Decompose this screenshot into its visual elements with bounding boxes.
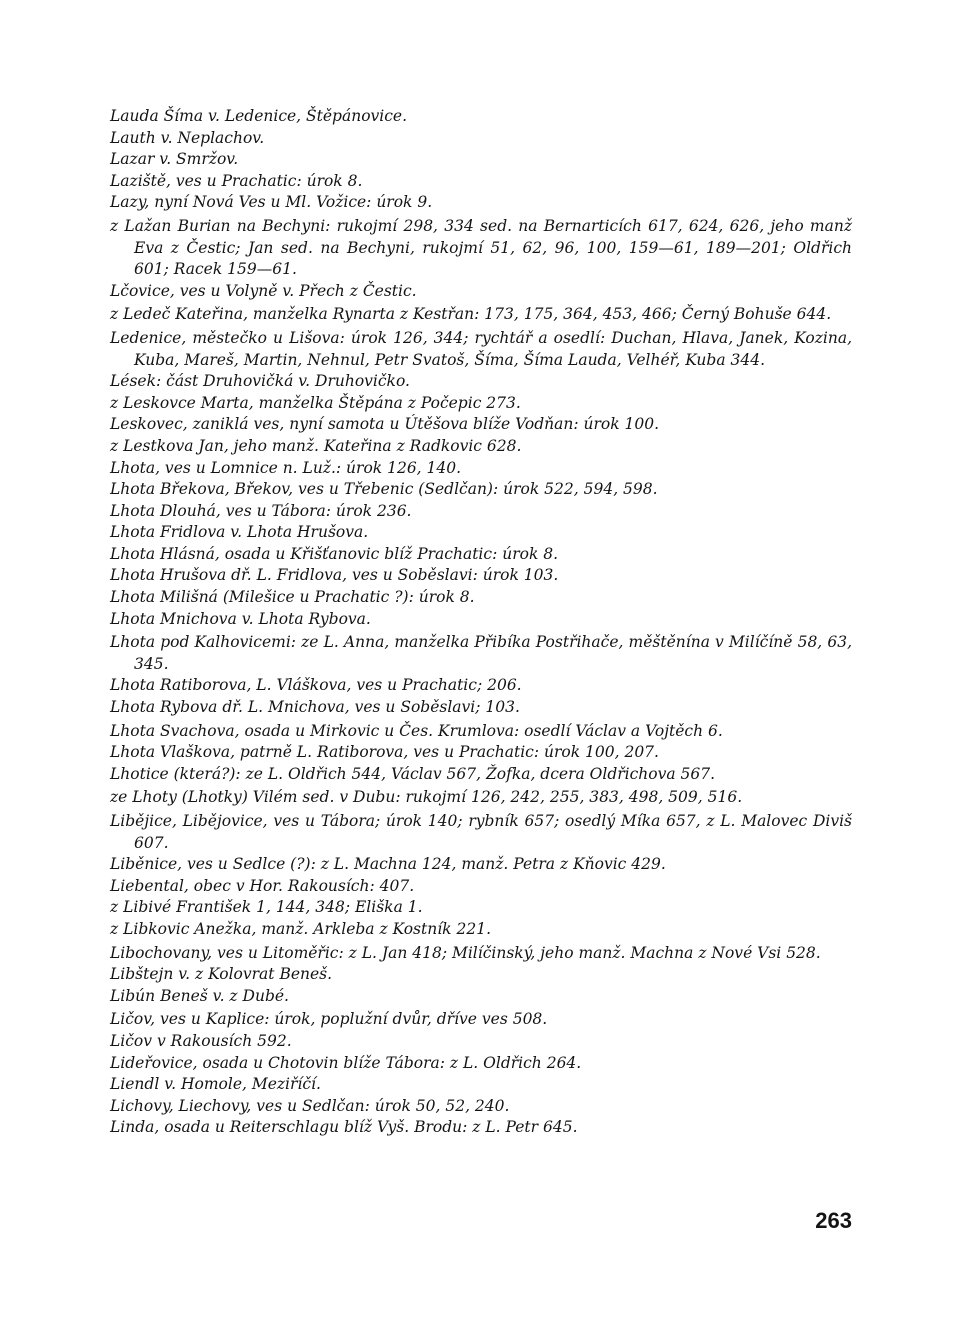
- index-entry: z Libivé František 1, 144, 348; Eliška 1.: [110, 898, 423, 917]
- index-entry: Lčovice, ves u Volyně v. Přech z Čestic.: [110, 281, 417, 300]
- index-entry: Lideřovice, osada u Chotovin blíže Tábora: z L. Oldřich 264.: [110, 1053, 582, 1072]
- index-entry: Liebental, obec v Hor. Rakousích: 407.: [110, 876, 415, 895]
- index-entry: Lhota Ratiborova, L. Vláškova, ves u Prachatic; 206.: [110, 676, 522, 695]
- index-entry: Lhota Svachova, osada u Mirkovic u Čes. Krumlova: osedlí Václav a Vojtěch 6.: [110, 721, 723, 740]
- index-entry: Lhotice (která?): ze L. Oldřich 544, Václav 567, Žofka, dcera Oldřichova 567.: [110, 764, 716, 783]
- index-entry: Lhota Břekova, Břekov, ves u Třebenic (Sedlčan): úrok 522, 594, 598.: [110, 480, 658, 499]
- index-entry: Lichovy, Liechovy, ves u Sedlčan: úrok 50, 52, 240.: [110, 1096, 510, 1115]
- index-entries: [110, 106, 852, 1139]
- index-entry: Lhota Hlásná, osada u Křišťanovic blíž Prachatic: úrok 8.: [110, 544, 559, 563]
- index-entry: Ledenice, městečko u Lišova: úrok 126, 344; rychtář a osedlí: Duchan, Hlava, Janek, Kozina, Kuba, Mareš, Martin, Nehnul, Petr Svatoš, Šíma, Šíma Lauda, Velhéř, Kuba 344.: [110, 328, 852, 369]
- index-entry: Laziště, ves u Prachatic: úrok 8.: [110, 171, 363, 190]
- index-entry: Lhota Fridlova v. Lhota Hrušova.: [110, 523, 369, 542]
- index-entry: Lhota Milišná (Milešice u Prachatic ?): úrok 8.: [110, 588, 475, 607]
- index-entry: Ličov v Rakousích 592.: [110, 1031, 292, 1050]
- index-entry: Linda, osada u Reiterschlagu blíž Vyš. Brodu: z L. Petr 645.: [110, 1118, 578, 1137]
- index-entry: z Leskovce Marta, manželka Štěpána z Počepic 273.: [110, 393, 521, 412]
- index-entry: Liendl v. Homole, Meziříčí.: [110, 1075, 321, 1094]
- index-entry: Lhota Vlaškova, patrně L. Ratiborova, ves u Prachatic: úrok 100, 207.: [110, 743, 659, 762]
- index-entry: Lauda Šíma v. Ledenice, Štěpánovice.: [110, 107, 408, 125]
- index-entry: Lhota pod Kalhovicemi: ze L. Anna, manželka Přibíka Postřihače, měštěnína v Milíčíně 58, 63, 345.: [110, 633, 852, 673]
- index-entry: Lazar v. Smržov.: [110, 150, 239, 169]
- index-entry: z Lestkova Jan, jeho manž. Kateřina z Radkovic 628.: [110, 436, 522, 455]
- index-entry: ze Lhoty (Lhotky) Vilém sed. v Dubu: rukojmí 126, 242, 255, 383, 498, 509, 516.: [110, 788, 743, 807]
- index-entry: Lések: část Druhovičká v. Druhovičko.: [110, 372, 410, 391]
- index-entry: Libochovany, ves u Litoměřic: z L. Jan 418; Milíčinský, jeho manž. Machna z Nové Vsi 528.: [110, 943, 821, 962]
- page-number: 263: [815, 1208, 852, 1233]
- index-entry: Lauth v. Neplachov.: [110, 128, 265, 147]
- index-entry: Libún Beneš v. z Dubé.: [110, 986, 289, 1005]
- index-entry: Lhota Dlouhá, ves u Tábora: úrok 236.: [110, 501, 412, 520]
- index-entry: Libštejn v. z Kolovrat Beneš.: [110, 965, 333, 984]
- index-entry: Ličov, ves u Kaplice: úrok, poplužní dvůr, dříve ves 508.: [110, 1010, 548, 1029]
- index-entry: Liběnice, ves u Sedlce (?): z L. Machna 124, manž. Petra z Kňovic 429.: [110, 855, 666, 874]
- index-entry: Lhota Hrušova dř. L. Fridlova, ves u Soběslavi: úrok 103.: [110, 566, 559, 585]
- index-entry: z Libkovic Anežka, manž. Arkleba z Kostník 221.: [110, 919, 492, 938]
- index-entry: Lhota Rybova dř. L. Mnichova, ves u Soběslavi; 103.: [110, 698, 520, 717]
- index-entry: Lhota Mnichova v. Lhota Rybova.: [110, 609, 371, 628]
- index-entry: Lhota, ves u Lomnice n. Luž.: úrok 126, 140.: [110, 458, 462, 477]
- index-entry: z Lažan Burian na Bechyni: rukojmí 298, 334 sed. na Bernarticích 617, 624, 626, jeho manž Eva z Čestic; Jan sed. na Bechyni, rukojmí 51, 62, 96, 100, 159—61, 189—201; Oldřich 601; Racek 159—61.: [110, 216, 852, 279]
- index-entry: Leskovec, zaniklá ves, nyní samota u Útěšova blíže Vodňan: úrok 100.: [110, 415, 660, 434]
- index-entry: z Ledeč Kateřina, manželka Rynarta z Kestřan: 173, 175, 364, 453, 466; Černý Bohuše 644.: [110, 305, 832, 324]
- index-entry: Lazy, nyní Nová Ves u Ml. Vožice: úrok 9.: [110, 193, 433, 212]
- index-entry: Libějice, Libějovice, ves u Tábora; úrok 140; rybník 657; osedlý Míka 657, z L. Malovec Diviš 607.: [110, 812, 852, 852]
